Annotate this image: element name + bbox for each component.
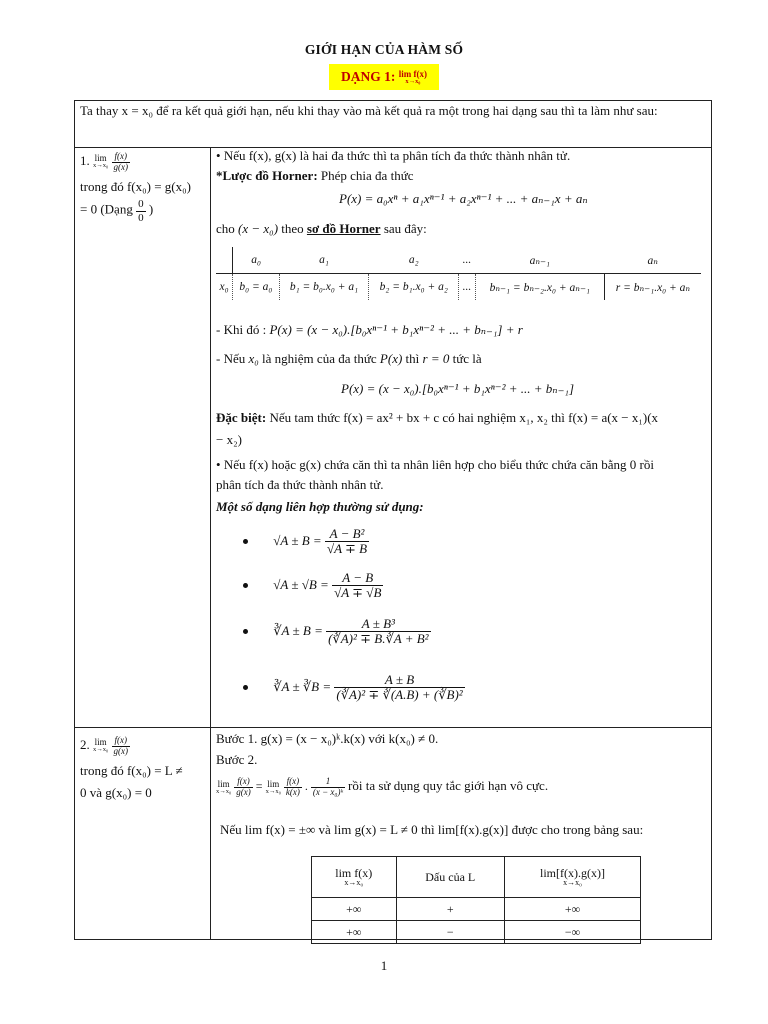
step-2-formula: lim x→x₀ $\frac{f(x)}{g(x)}$ = lim x→x₀ $\frac{f(x)}{k(x)}$ . $\frac{1}{\text{(x − x₀)ᵏ}}$ rồi ta sử dụng quy tắc giới hạn vô cực.	[216, 776, 549, 797]
bullet-icon	[243, 685, 248, 690]
case2-condition-2: 0 và g(x₀) = 0	[80, 785, 152, 801]
special-case-line-1: Đặc biệt: Nếu tam thức f(x) = ax² + bx + c có hai nghiệm x₁, x₂ thì f(x) = a(x − x₁)(x	[216, 410, 659, 425]
case1-bullet-radical: • Nếu f(x) hoặc g(x) chứa căn thì ta nhân liên hợp cho biểu thức chứa căn bằng 0 rồi	[216, 457, 654, 472]
case2-condition-1: trong đó f(x₀) = L ≠	[80, 763, 183, 779]
page-number: 1	[380, 958, 388, 973]
table-row: +∞ − −∞	[312, 921, 641, 944]
conjugate-formula-4: ∛A ± ∛B = $\frac{A \pm B}{\text{(∛A)² ∓ ∛(A.B) + (∛B)²}}$	[243, 673, 465, 703]
limit-sign-table	[311, 856, 641, 944]
intro-text: Ta thay x = x₀ để ra kết quả giới hạn, nếu khi thay vào mà kết quả ra một trong hai dạng sau thì ta làm như sau:	[80, 103, 658, 118]
bullet-icon	[243, 583, 248, 588]
table-header-cell: Dấu của L	[396, 857, 504, 898]
case2-fraction: $\frac{f(x)}{g(x)}$	[113, 734, 129, 756]
bullet-icon	[243, 629, 248, 634]
step-1: Bước 1. g(x) = (x − x₀)ᵏ.k(x) với k(x₀) ≠ 0.	[216, 731, 439, 746]
case1-left-cell	[80, 150, 206, 224]
conjugate-formula-2: √A ± √B = $\frac{A - B}{√A \mp √B}$	[243, 571, 383, 601]
column-divider	[210, 147, 211, 940]
special-case-line-2: − x₂)	[216, 432, 242, 447]
root-condition-line: - Nếu x₀ là nghiệm của đa thức P(x) thì r = 0 tức là	[216, 351, 482, 366]
conjugate-forms-title: Một số dạng liên hợp thường sử dụng:	[216, 499, 424, 514]
case1-bullet-radical-cont: phân tích đa thức thành nhân tử.	[216, 477, 384, 492]
case1-condition-1: trong đó f(x₀) = g(x₀)	[80, 179, 191, 195]
case1-bullet-polynomial: • Nếu f(x), g(x) là hai đa thức thì ta phân tích đa thức thành nhân tử.	[216, 148, 571, 163]
section-heading-limit: lim f(x) x→x₀	[398, 69, 427, 86]
horner-row-coefficients: a₀ a₁ a₂ ... aₙ₋₁ aₙ	[216, 247, 701, 274]
section-heading-highlight	[329, 64, 439, 90]
horner-cho-line: cho (x − x₀) theo sơ đồ Horner sau đây:	[216, 221, 427, 236]
conjugate-formula-3: ∛A ± B = $\frac{\text{A ± B³}}{\text{(∛A)² ∓ B.∛A + B²}}$	[243, 617, 431, 647]
step-2-label: Bước 2.	[216, 752, 258, 767]
table-header-row	[312, 857, 641, 898]
case1-heading: 1. lim x→x₀ $\frac{f(x)}{g(x)}$	[80, 150, 129, 172]
case1-condition-2: = 0 (Dạng $\frac{0}{0}$ )	[80, 198, 154, 224]
case1-limit: lim x→x₀	[93, 153, 109, 170]
case2-heading: 2. lim x→x₀ $\frac{f(x)}{g(x)}$	[80, 734, 129, 756]
infinity-rule-line: Nếu lim f(x) = ±∞ và lim g(x) = L ≠ 0 thì lim[f(x).g(x)] được cho trong bảng sau:	[220, 822, 644, 837]
table-row: +∞ + +∞	[312, 898, 641, 921]
bullet-icon: •	[216, 148, 221, 163]
page-title: GIỚI HẠN CỦA HÀM SỐ	[304, 42, 464, 57]
bullet-icon: •	[216, 457, 221, 472]
factored-polynomial: P(x) = (x − x₀).[b₀xⁿ⁻¹ + b₁xⁿ⁻² + ... + bₙ₋₁]	[341, 381, 575, 396]
horner-intro: *Lược đồ Horner: Phép chia đa thức	[216, 168, 414, 183]
table-divider	[74, 727, 712, 728]
case2-limit: lim x→x₀	[93, 737, 109, 754]
section-heading-label: DẠNG 1:	[341, 69, 396, 84]
horner-row-results: x₀ b₀ = a₀ b₁ = b₀.x₀ + a₁ b₂ = b₁.x₀ + a₂ ... bₙ₋₁ = bₙ₋₂.x₀ + aₙ₋₁ r = bₙ₋₁.x₀ + aₙ	[216, 274, 701, 301]
case2-left-cell	[80, 734, 206, 804]
conjugate-formula-1: √A ± B = $\frac{\text{A − B²}}{√A \mp B}$	[243, 527, 369, 557]
case1-fraction: $\frac{f(x)}{g(x)}$	[113, 150, 129, 172]
polynomial-formula: P(x) = a₀xⁿ + a₁xⁿ⁻¹ + a₂xⁿ⁻¹ + ... + aₙ₋₁x + aₙ	[339, 191, 588, 206]
khi-do-line: - Khi đó : P(x) = (x − x₀).[b₀xⁿ⁻¹ + b₁xⁿ⁻² + ... + bₙ₋₁] + r	[216, 322, 523, 337]
table-header-cell: lim f(x) x→x₀	[312, 857, 397, 898]
horner-table	[216, 247, 701, 300]
bullet-icon	[243, 539, 248, 544]
table-header-cell: lim[f(x).g(x)] x→x₀	[504, 857, 640, 898]
